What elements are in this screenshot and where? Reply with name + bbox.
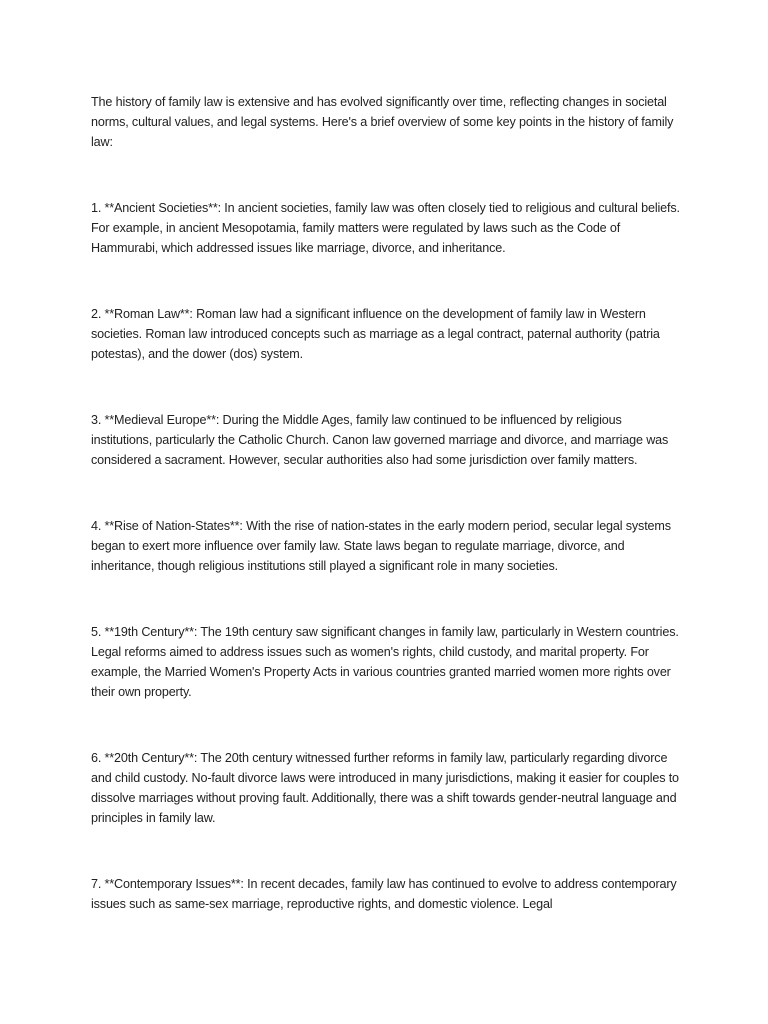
section-ancient-societies: 1. **Ancient Societies**: In ancient societies, family law was often closely tied to religious and cultural beliefs. For example, in ancient Mesopotamia, family matters were regulated by laws such as the Code of Hammurabi, which addressed issues like marriage, divorce, and inheritance. bbox=[91, 201, 680, 255]
intro-paragraph: The history of family law is extensive and has evolved significantly over time, reflecting changes in societal norms, cultural values, and legal systems. Here's a brief overview of some key points in the history of family law: bbox=[91, 95, 674, 149]
section-roman-law: 2. **Roman Law**: Roman law had a significant influence on the development of family law in Western societies. Roman law introduced concepts such as marriage as a legal contract, paternal authority (patria potestas), and the dower (dos) system. bbox=[91, 307, 660, 361]
section-20th-century: 6. **20th Century**: The 20th century witnessed further reforms in family law, particularly regarding divorce and child custody. No-fault divorce laws were introduced in many jurisdictions, making it easier for couples to dissolve marriages without proving fault. Additionally, there was a shift towards gender-neutral language and principles in family law. bbox=[91, 751, 679, 825]
section-medieval-europe: 3. **Medieval Europe**: During the Middle Ages, family law continued to be influenced by religious institutions, particularly the Catholic Church. Canon law governed marriage and divorce, and marriage was considered a sacrament. However, secular authorities also had some jurisdiction over family matters. bbox=[91, 413, 669, 467]
document-body bbox=[91, 92, 683, 960]
section-19th-century: 5. **19th Century**: The 19th century saw significant changes in family law, particularly in Western countries. Legal reforms aimed to address issues such as women's rights, child custody, and marital property. For example, the Married Women's Property Acts in various countries granted married women more rights over their own property. bbox=[91, 625, 679, 699]
section-rise-of-nation-states: 4. **Rise of Nation-States**: With the rise of nation-states in the early modern period, secular legal systems began to exert more influence over family law. State laws began to regulate marriage, divorce, and inheritance, though religious institutions still played a significant role in many societies. bbox=[91, 519, 671, 573]
section-contemporary-issues: 7. **Contemporary Issues**: In recent decades, family law has continued to evolve to address contemporary issues such as same-sex marriage, reproductive rights, and domestic violence. Legal bbox=[91, 877, 677, 911]
